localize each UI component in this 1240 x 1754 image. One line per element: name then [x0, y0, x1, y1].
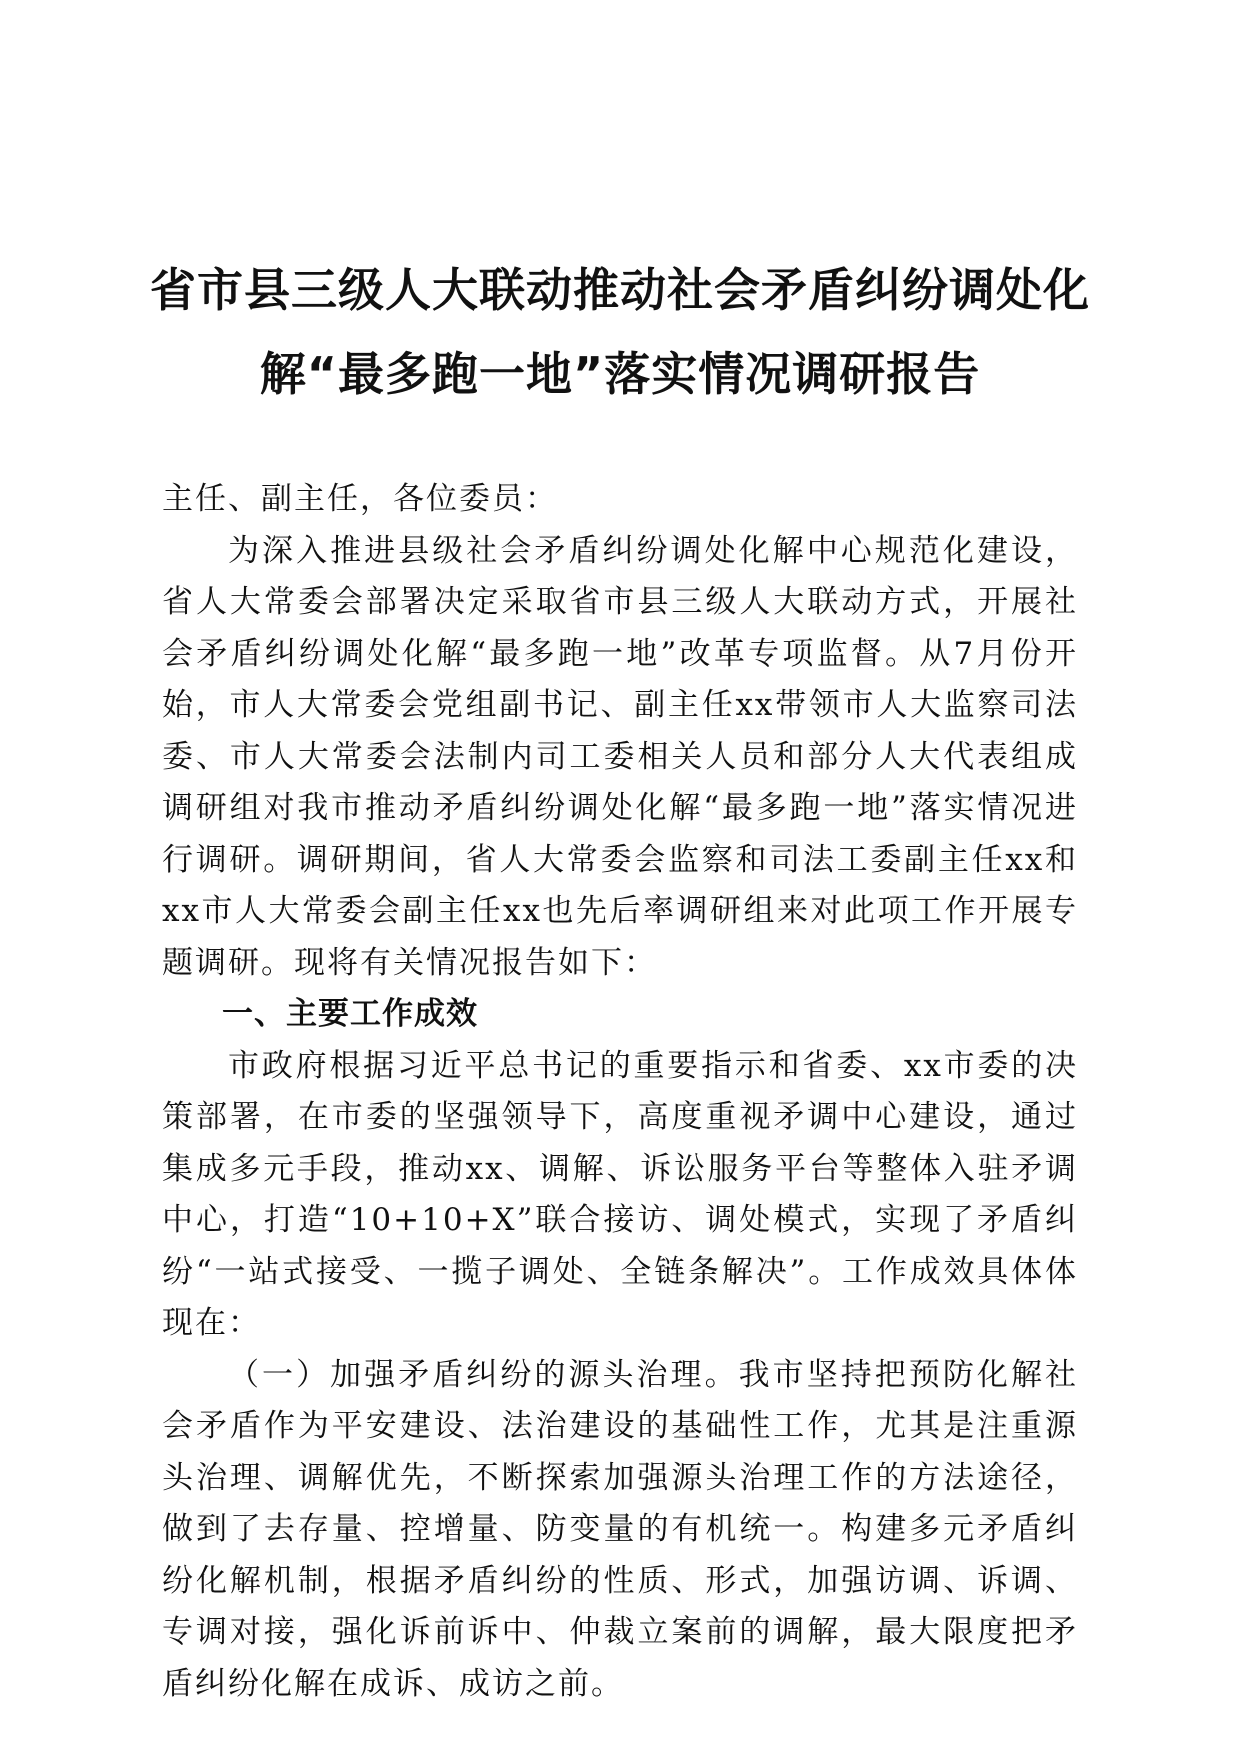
document-title — [140, 248, 1100, 416]
section-heading: 一、主要工作成效 — [222, 996, 478, 1032]
subsection-paragraph: （一）加强矛盾纠纷的源头治理。我市坚持把预防化解社会矛盾作为平安建设、法治建设的基础性工作，尤其是注重源头治理、调解优先，不断探索加强源头治理工作的方法途径，做到了去存量、控增量、防变量的有机统一。构建多元矛盾纠纷化解机制，根据矛盾纠纷的性质、形式，加强访调、诉调、专调对接，强化诉前诉中、仲裁立案前的调解，最大限度把矛盾纠纷化解在成诉、成访之前。 — [162, 1356, 1078, 1702]
salutation: 主任、副主任，各位委员： — [162, 481, 558, 517]
title-line-2: 解“最多跑一地”落实情况调研报告 — [259, 347, 981, 401]
intro-paragraph: 为深入推进县级社会矛盾纠纷调处化解中心规范化建设，省人大常委会部署决定采取省市县三级人大联动方式，开展社会矛盾纠纷调处化解“最多跑一地”改革专项监督。从7月份开始，市人大常委会党组副书记、副主任xx带领市人大监察司法委、市人大常委会法制内司工委相关人员和部分人大代表组成调研组对我市推动矛盾纠纷调处化解“最多跑一地”落实情况进行调研。调研期间，省人大常委会监察和司法工委副主任xx和xx市人大常委会副主任xx也先后率调研组来对此项工作开展专题调研。现将有关情况报告如下： — [162, 532, 1078, 981]
document-body — [162, 474, 1078, 1710]
title-line-1: 省市县三级人大联动推动社会矛盾纠纷调处化 — [150, 263, 1090, 317]
section-paragraph: 市政府根据习近平总书记的重要指示和省委、xx市委的决策部署，在市委的坚强领导下，高度重视矛调中心建设，通过集成多元手段，推动xx、调解、诉讼服务平台等整体入驻矛调中心，打造“10+10+X”联合接访、调处模式，实现了矛盾纠纷“一站式接受、一揽子调处、全链条解决”。工作成效具体体现在： — [162, 1047, 1078, 1341]
